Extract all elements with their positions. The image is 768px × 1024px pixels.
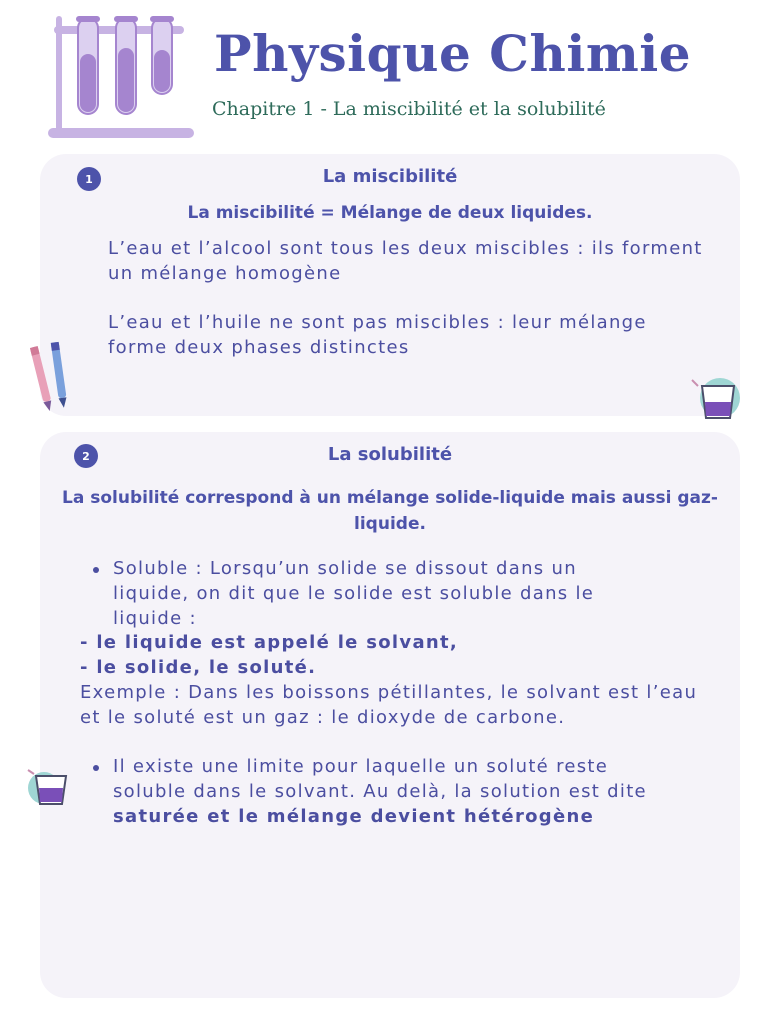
section-title: La solubilité (327, 444, 453, 465)
bullet-dot (93, 765, 99, 771)
solubility-definition: La solubilité correspond à un mélange solide-liquide mais aussi gaz-liquide. (62, 488, 718, 534)
section-title: La miscibilité (322, 166, 458, 187)
beaker-illustration-small (26, 766, 74, 808)
saturation-emphasis: saturée et le mélange devient hétérogène (113, 806, 595, 827)
solubility-card (40, 432, 740, 998)
saturation-text: Il existe une limite pour laquelle un soluté reste soluble dans le solvant. Au delà, la solution est dite (113, 756, 647, 802)
pencils-illustration (30, 340, 78, 416)
section-number-badge: 2 (74, 444, 98, 468)
paragraph-alcohol: L’eau et l’alcool sont tous les deux miscibles : ils forment un mélange homogène (108, 238, 703, 284)
bullet-soluble: Soluble : Lorsqu’un solide se dissout dans un liquide, on dit que le solide est soluble dans le liquide : (113, 558, 595, 629)
solute-line: - le solide, le soluté. (80, 657, 317, 678)
section-number-badge: 1 (77, 167, 101, 191)
paragraph-oil: L’eau et l’huile ne sont pas miscibles : leur mélange forme deux phases distinctes (108, 312, 647, 358)
chapter-subtitle: Chapitre 1 - La miscibilité et la solubilité (212, 98, 606, 120)
page-title: Physique Chimie (214, 24, 692, 83)
example-text: Exemple : Dans les boissons pétillantes, le solvant est l’eau et le soluté est un gaz : le dioxyde de carbone. (80, 682, 698, 728)
beaker-illustration (688, 376, 744, 424)
test-tubes-illustration (46, 10, 198, 144)
bullet-dot (93, 567, 99, 573)
bullet-saturation (113, 754, 673, 829)
solvent-line: - le liquide est appelé le solvant, (80, 632, 459, 653)
miscibility-card (40, 154, 740, 416)
miscibility-definition: La miscibilité = Mélange de deux liquides. (187, 203, 593, 223)
